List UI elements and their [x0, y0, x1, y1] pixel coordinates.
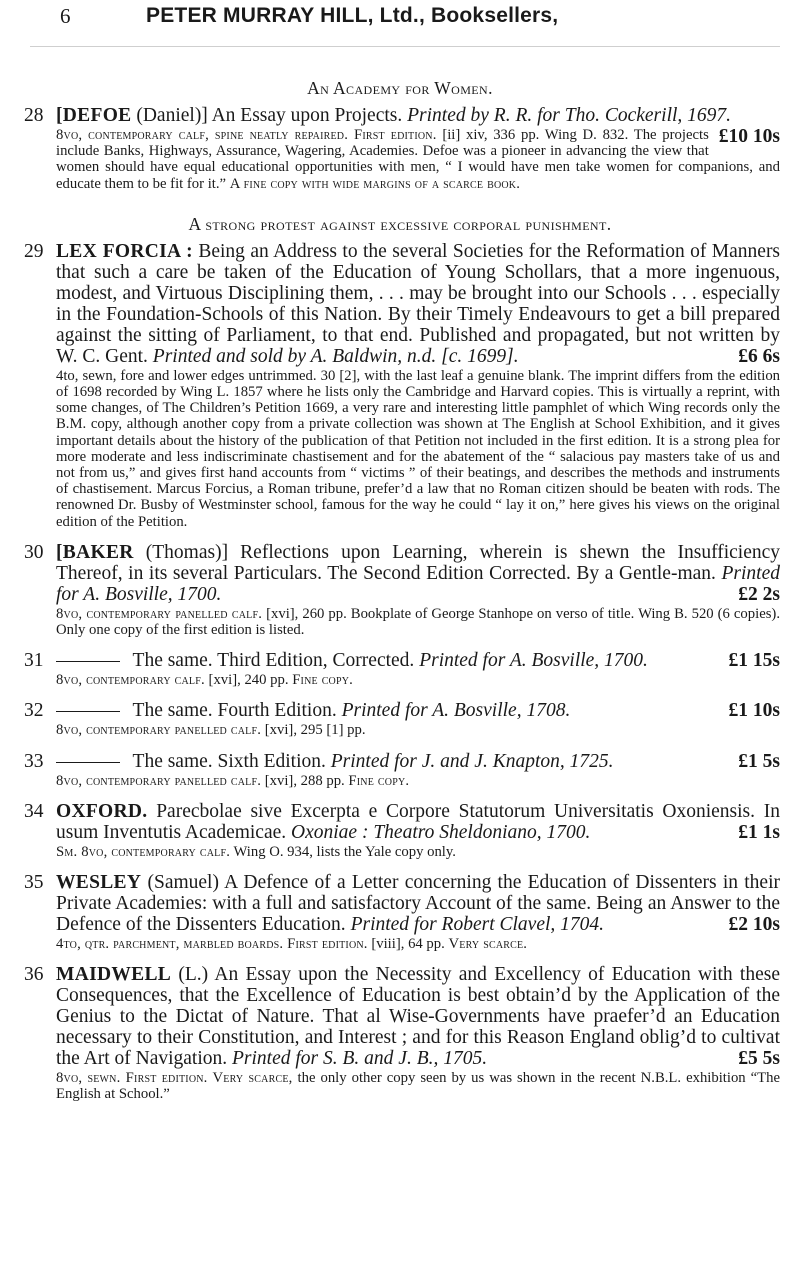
imprint: Printed and sold by A. Baldwin, n.d. [c. 1699]. [152, 345, 519, 367]
author-name: WESLEY [56, 872, 142, 894]
format: 8vo, contemporary panelled calf. [56, 722, 262, 739]
ditto-dash [56, 762, 120, 763]
title-text: (Thomas)] Reflections upon Learning, wherein is shewn the Insufficiency Thereof, in its several Particulars. The Second Edition Corrected. By a Gentle-man. [56, 541, 780, 584]
entry-title [56, 650, 780, 671]
imprint: Printed for J. and J. Knapton, 1725. [330, 750, 614, 772]
condition-note: A fine copy with wide margins of a scarce book. [229, 175, 521, 192]
author-name: OXFORD. [56, 800, 148, 822]
catalogue-entry [0, 872, 800, 952]
format: 4to, qtr. parchment, marbled boards. First edition. [56, 936, 368, 953]
title-text: (Daniel)] An Essay upon Projects. [136, 105, 403, 126]
condition-note: Fine copy. [348, 772, 410, 789]
section-heading: An Academy for Women. [307, 78, 493, 98]
lot-number: 33 [24, 750, 44, 772]
format: 4to, sewn, fore and lower edges untrimmed. [56, 367, 317, 384]
price: £1 15s [728, 650, 780, 672]
description-text: [xvi], 260 pp. Bookplate of George Stanhope on verso of title. Wing B. 520 (6 copies). Only one copy of the first edition is listed. [56, 605, 780, 639]
price: £2 2s [738, 583, 780, 605]
price: £2 10s [728, 914, 780, 936]
price: £5 5s [738, 1048, 780, 1070]
description-text: 30 [2], with the last leaf a genuine blank. The imprint differs from the edition of 1698 recorded by Wing L. 1857 where he lists only the Cambridge and Harvard copies. This is virtually a reprint, with some changes, of The Children’s Petition 1669, a very rare and interesting little pamphlet of which Wing records only the B.M. copy, although another copy from a private collection was shown at The English at School Exhibition, and it gives important details about the history of the publication of that Petition not included in the first edition. It is a strong plea for more moderate and less indiscriminate chastisement and for the abatement of the “ salacious pay masters take of us and not from us,” and gives first hand accounts from “ victims ” of their beatings, and describes the methods and instruments of chastisement. Marcus Forcius, a Roman tribune, prefer’d a law that no Roman citizen should be beaten with rods. The renowned Dr. Busby of Westminster school, famous for the way he could “ lay it on,” here gives his views on the original edition of the Petition. [56, 367, 781, 530]
description-text: [xvi], 295 [1] pp. [264, 722, 366, 739]
entry-description [56, 1070, 780, 1102]
format: 8vo, contemporary panelled calf. [56, 772, 262, 789]
imprint: Printed for A. Bosville, 1700. [56, 562, 781, 605]
title-text: The same. Third Edition, Corrected. [132, 650, 415, 672]
lot-number: 29 [24, 240, 44, 262]
page-number: 6 [60, 4, 71, 28]
description-text: [ii] xiv, 336 pp. Wing D. 832. The projects include Banks, Highways, Assurance, Wagering, Academies. Defoe was a pioneer in advancing the view that women should have equal educational opportunities with men, “ I would have men take women for companions, and educate them to be fit for it.” [56, 127, 780, 192]
catalogue-entry [0, 751, 800, 789]
description-text: the only other copy seen by us was shown in the recent N.B.L. exhibition “The English at School.” [56, 1070, 780, 1103]
condition-note: Fine copy. [292, 672, 354, 689]
catalogue-entry [0, 650, 800, 688]
catalogue-entry [0, 801, 800, 860]
price: £1 1s [738, 821, 780, 843]
entry-title [56, 872, 780, 935]
entry-title [56, 700, 780, 721]
entry-description [56, 773, 780, 789]
price: £6 6s [738, 345, 780, 367]
author-name: MAIDWELL [56, 964, 172, 986]
header-rule [30, 46, 780, 47]
catalogue-entry [0, 105, 800, 192]
catalogue-entry [0, 542, 800, 638]
description-text: [xvi], 288 pp. [264, 772, 345, 789]
format: 8vo, contemporary calf, spine neatly repaired. First edition. [56, 127, 437, 143]
description-text: Wing O. 934, lists the Yale copy only. [233, 843, 456, 860]
format: Sm. 8vo, contemporary calf. [56, 843, 231, 860]
format: 8vo, contemporary panelled calf. [56, 605, 263, 622]
entry-description [56, 936, 780, 952]
imprint: Printed for A. Bosville, 1700. [419, 650, 648, 672]
title-text: (L.) An Essay upon the Necessity and Excellency of Education with these Consequences, that the Excellence of Education is best obtain’d by the Application of the Genius to the Dictat of Nature. That al Wise-Governments have praefer’d an Education necessary to their Constitution, and Interest ; and for this Reason England oblig’d to cultivat the Art of Navigation. [56, 964, 781, 1070]
catalogue-entry [0, 964, 800, 1102]
lot-number: 30 [24, 541, 44, 563]
entry-title [56, 964, 780, 1069]
price: £10 10s [718, 126, 780, 147]
entry-title [56, 801, 780, 843]
catalogue-entry [0, 700, 800, 738]
description-text: [viii], 64 pp. [371, 936, 445, 953]
lot-number: 28 [24, 105, 44, 126]
entry-description [56, 722, 780, 738]
entry-description [56, 844, 780, 860]
imprint: Oxoniae : Theatro Sheldoniano, 1700. [291, 821, 591, 843]
author-name: [DEFOE [56, 105, 132, 126]
price: £1 5s [738, 750, 780, 772]
title-text: The same. Sixth Edition. [132, 750, 326, 772]
entry-description [56, 672, 780, 688]
lot-number: 36 [24, 964, 44, 986]
header-title: PETER MURRAY HILL, Ltd., Booksellers, [146, 4, 559, 27]
catalogue-content [0, 54, 800, 1115]
lot-number: 34 [24, 800, 44, 822]
lot-number: 35 [24, 872, 44, 894]
ditto-dash [56, 711, 120, 712]
title-text: (Samuel) A Defence of a Letter concerning the Education of Dissenters in their Private Academies: with a full and satisfactory Account of the same. Being an Answer to the Defence of the Dissenters Education. [56, 872, 780, 936]
entry-description [56, 368, 780, 530]
entry-title [56, 751, 780, 772]
lot-number: 32 [24, 700, 44, 722]
imprint: Printed for Robert Clavel, 1704. [350, 914, 605, 936]
entry-description [56, 127, 780, 192]
format: 8vo, sewn. First edition. Very scarce, [56, 1070, 293, 1087]
entry-title [56, 241, 780, 367]
format: 8vo, contemporary calf. [56, 672, 205, 689]
condition-note: Very scarce. [448, 936, 528, 953]
running-head [0, 2, 800, 32]
imprint: Printed by R. R. for Tho. Cockerill, 1697. [407, 105, 732, 126]
section-heading: A strong protest against excessive corporal punishment. [188, 213, 612, 234]
price: £1 10s [728, 700, 780, 722]
catalogue-entry [0, 241, 800, 530]
lot-number: 31 [24, 650, 44, 672]
entry-title [56, 542, 780, 605]
entry-description [56, 606, 780, 638]
author-name: [BAKER [56, 541, 134, 563]
imprint: Printed for A. Bosville, 1708. [341, 700, 571, 722]
author-name: LEX FORCIA : [56, 240, 193, 262]
imprint: Printed for S. B. and J. B., 1705. [232, 1048, 488, 1070]
title-text: Parecbolae sive Excerpta e Corpore Statutorum Universitatis Oxoniensis. In usum Inventutis Academicae. [56, 800, 780, 843]
description-text: [xvi], 240 pp. [208, 672, 289, 689]
title-text: The same. Fourth Edition. [132, 700, 337, 722]
ditto-dash [56, 661, 120, 662]
title-text: Being an Address to the several Societies for the Reformation of Manners that such a care be taken of the Education of Young Schollars, that a more ingenuous, modest, and Virtuous Disciplining them, . . . may be brought into our Schools . . . especially in the Foundation-Schools of this Nation. By their Timely Endeavours to get a bill prepared against the sitting of Parliament, to that end. Published and propagated, but not written by W. C. Gent. [56, 240, 781, 367]
